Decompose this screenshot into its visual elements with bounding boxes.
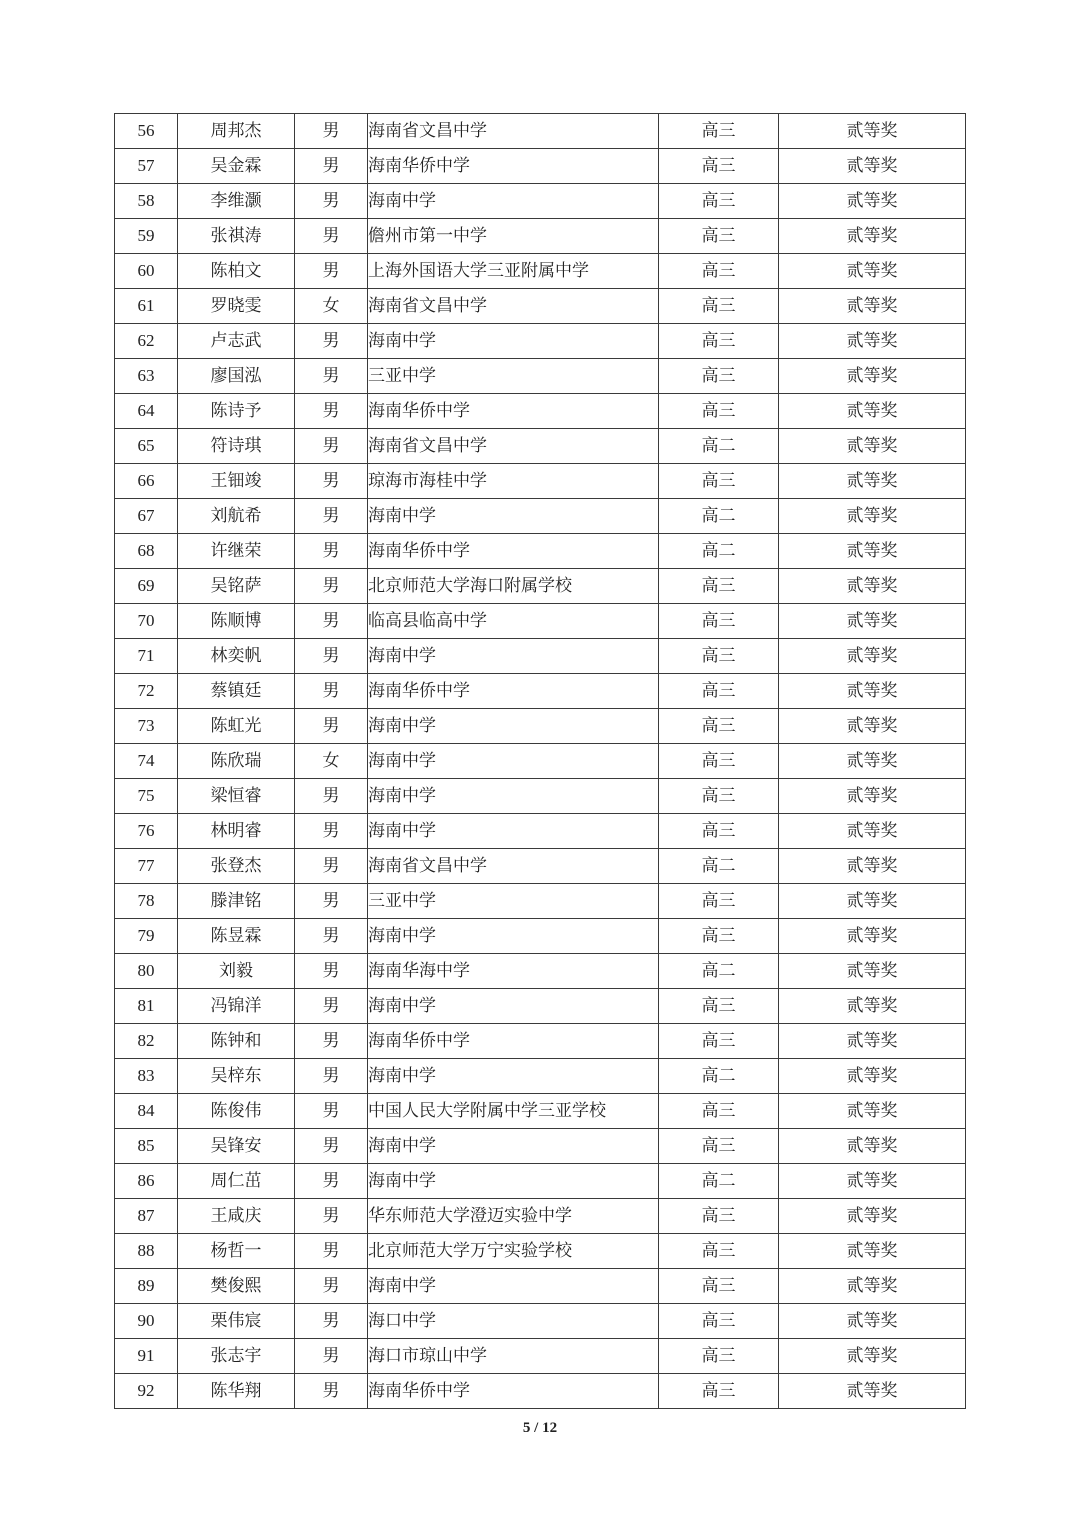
cell-name: 陈虹光 [178, 709, 295, 744]
cell-school: 三亚中学 [368, 884, 659, 919]
cell-gender: 男 [295, 219, 368, 254]
cell-award: 贰等奖 [779, 1374, 966, 1409]
cell-grade: 高三 [659, 1374, 779, 1409]
cell-gender: 男 [295, 639, 368, 674]
table-row [115, 1164, 966, 1199]
cell-name: 李维灏 [178, 184, 295, 219]
cell-gender: 男 [295, 359, 368, 394]
cell-number: 59 [115, 219, 178, 254]
table-row [115, 1059, 966, 1094]
cell-name: 张登杰 [178, 849, 295, 884]
cell-grade: 高三 [659, 1339, 779, 1374]
cell-gender: 男 [295, 1094, 368, 1129]
cell-name: 冯锦洋 [178, 989, 295, 1024]
cell-name: 符诗琪 [178, 429, 295, 464]
table-row [115, 674, 966, 709]
cell-grade: 高二 [659, 534, 779, 569]
cell-gender: 男 [295, 1129, 368, 1164]
cell-name: 张志宇 [178, 1339, 295, 1374]
cell-name: 陈诗予 [178, 394, 295, 429]
cell-gender: 男 [295, 149, 368, 184]
cell-school: 临高县临高中学 [368, 604, 659, 639]
cell-school: 海南中学 [368, 1059, 659, 1094]
cell-award: 贰等奖 [779, 1059, 966, 1094]
cell-gender: 男 [295, 324, 368, 359]
cell-award: 贰等奖 [779, 954, 966, 989]
cell-school: 海南华海中学 [368, 954, 659, 989]
cell-number: 92 [115, 1374, 178, 1409]
cell-grade: 高三 [659, 884, 779, 919]
cell-name: 许继荣 [178, 534, 295, 569]
cell-school: 海南中学 [368, 1164, 659, 1199]
table-row [115, 1339, 966, 1374]
cell-name: 吴金霖 [178, 149, 295, 184]
cell-name: 刘毅 [178, 954, 295, 989]
cell-number: 65 [115, 429, 178, 464]
cell-name: 陈欣瑞 [178, 744, 295, 779]
cell-school: 海南华侨中学 [368, 674, 659, 709]
cell-name: 梁恒睿 [178, 779, 295, 814]
table-row [115, 429, 966, 464]
cell-number: 71 [115, 639, 178, 674]
cell-grade: 高三 [659, 359, 779, 394]
cell-award: 贰等奖 [779, 884, 966, 919]
cell-grade: 高三 [659, 324, 779, 359]
cell-grade: 高三 [659, 604, 779, 639]
cell-name: 周仁茁 [178, 1164, 295, 1199]
cell-gender: 男 [295, 604, 368, 639]
cell-gender: 男 [295, 884, 368, 919]
cell-award: 贰等奖 [779, 359, 966, 394]
cell-name: 陈顺博 [178, 604, 295, 639]
cell-name: 罗晓雯 [178, 289, 295, 324]
cell-number: 75 [115, 779, 178, 814]
cell-number: 66 [115, 464, 178, 499]
cell-school: 三亚中学 [368, 359, 659, 394]
cell-number: 90 [115, 1304, 178, 1339]
table-row [115, 569, 966, 604]
cell-grade: 高二 [659, 849, 779, 884]
cell-grade: 高三 [659, 709, 779, 744]
cell-grade: 高三 [659, 919, 779, 954]
cell-award: 贰等奖 [779, 254, 966, 289]
cell-number: 62 [115, 324, 178, 359]
cell-award: 贰等奖 [779, 1164, 966, 1199]
cell-gender: 男 [295, 1164, 368, 1199]
page-number: 5 / 12 [522, 1420, 558, 1436]
cell-grade: 高二 [659, 499, 779, 534]
cell-gender: 男 [295, 1269, 368, 1304]
table-row [115, 394, 966, 429]
cell-gender: 男 [295, 569, 368, 604]
cell-name: 栗伟宸 [178, 1304, 295, 1339]
cell-gender: 男 [295, 114, 368, 149]
table-row [115, 324, 966, 359]
cell-school: 华东师范大学澄迈实验中学 [368, 1199, 659, 1234]
cell-gender: 男 [295, 429, 368, 464]
table-row [115, 604, 966, 639]
cell-gender: 男 [295, 254, 368, 289]
cell-name: 吴锋安 [178, 1129, 295, 1164]
cell-number: 57 [115, 149, 178, 184]
cell-name: 陈柏文 [178, 254, 295, 289]
cell-name: 陈华翔 [178, 1374, 295, 1409]
cell-school: 海南华侨中学 [368, 394, 659, 429]
cell-gender: 男 [295, 779, 368, 814]
cell-school: 海南中学 [368, 779, 659, 814]
cell-award: 贰等奖 [779, 849, 966, 884]
cell-award: 贰等奖 [779, 709, 966, 744]
cell-award: 贰等奖 [779, 219, 966, 254]
cell-grade: 高三 [659, 1129, 779, 1164]
cell-award: 贰等奖 [779, 499, 966, 534]
cell-school: 北京师范大学万宁实验学校 [368, 1234, 659, 1269]
table-row [115, 1199, 966, 1234]
cell-award: 贰等奖 [779, 1234, 966, 1269]
cell-grade: 高三 [659, 639, 779, 674]
cell-award: 贰等奖 [779, 1024, 966, 1059]
table-row [115, 359, 966, 394]
cell-award: 贰等奖 [779, 1094, 966, 1129]
cell-number: 80 [115, 954, 178, 989]
table-row [115, 884, 966, 919]
cell-school: 上海外国语大学三亚附属中学 [368, 254, 659, 289]
cell-award: 贰等奖 [779, 114, 966, 149]
cell-grade: 高三 [659, 989, 779, 1024]
table-row [115, 149, 966, 184]
cell-grade: 高三 [659, 464, 779, 499]
cell-award: 贰等奖 [779, 534, 966, 569]
cell-name: 廖国泓 [178, 359, 295, 394]
cell-school: 海南中学 [368, 919, 659, 954]
cell-school: 海南中学 [368, 814, 659, 849]
cell-grade: 高三 [659, 289, 779, 324]
cell-school: 琼海市海桂中学 [368, 464, 659, 499]
cell-award: 贰等奖 [779, 989, 966, 1024]
cell-school: 海南中学 [368, 744, 659, 779]
cell-award: 贰等奖 [779, 429, 966, 464]
cell-gender: 男 [295, 1234, 368, 1269]
cell-school: 北京师范大学海口附属学校 [368, 569, 659, 604]
cell-gender: 男 [295, 184, 368, 219]
cell-school: 儋州市第一中学 [368, 219, 659, 254]
cell-grade: 高二 [659, 1164, 779, 1199]
cell-grade: 高三 [659, 254, 779, 289]
cell-gender: 男 [295, 1339, 368, 1374]
cell-grade: 高三 [659, 394, 779, 429]
cell-school: 海口中学 [368, 1304, 659, 1339]
cell-school: 海南华侨中学 [368, 1374, 659, 1409]
cell-name: 陈昱霖 [178, 919, 295, 954]
cell-school: 海南华侨中学 [368, 149, 659, 184]
cell-award: 贰等奖 [779, 639, 966, 674]
table-row [115, 954, 966, 989]
cell-school: 海南华侨中学 [368, 1024, 659, 1059]
cell-gender: 男 [295, 814, 368, 849]
cell-gender: 女 [295, 289, 368, 324]
cell-award: 贰等奖 [779, 744, 966, 779]
table-row [115, 289, 966, 324]
cell-school: 海南省文昌中学 [368, 429, 659, 464]
table-row [115, 534, 966, 569]
cell-gender: 男 [295, 394, 368, 429]
cell-school: 海南中学 [368, 989, 659, 1024]
cell-school: 海南中学 [368, 184, 659, 219]
table-row [115, 1129, 966, 1164]
cell-gender: 男 [295, 1024, 368, 1059]
cell-number: 74 [115, 744, 178, 779]
cell-grade: 高三 [659, 1024, 779, 1059]
cell-grade: 高三 [659, 569, 779, 604]
cell-school: 海南省文昌中学 [368, 289, 659, 324]
cell-award: 贰等奖 [779, 324, 966, 359]
cell-number: 73 [115, 709, 178, 744]
cell-name: 吴铭萨 [178, 569, 295, 604]
cell-name: 王咸庆 [178, 1199, 295, 1234]
cell-grade: 高三 [659, 1094, 779, 1129]
cell-school: 海南中学 [368, 1269, 659, 1304]
cell-name: 吴梓东 [178, 1059, 295, 1094]
cell-number: 91 [115, 1339, 178, 1374]
cell-gender: 男 [295, 1304, 368, 1339]
cell-number: 67 [115, 499, 178, 534]
cell-number: 84 [115, 1094, 178, 1129]
table-row [115, 849, 966, 884]
cell-number: 56 [115, 114, 178, 149]
cell-number: 63 [115, 359, 178, 394]
cell-number: 68 [115, 534, 178, 569]
cell-gender: 男 [295, 674, 368, 709]
cell-gender: 男 [295, 849, 368, 884]
cell-gender: 男 [295, 534, 368, 569]
cell-school: 中国人民大学附属中学三亚学校 [368, 1094, 659, 1129]
cell-grade: 高三 [659, 114, 779, 149]
cell-number: 86 [115, 1164, 178, 1199]
cell-gender: 男 [295, 1059, 368, 1094]
cell-school: 海南华侨中学 [368, 534, 659, 569]
table-row [115, 639, 966, 674]
cell-name: 陈俊伟 [178, 1094, 295, 1129]
cell-number: 82 [115, 1024, 178, 1059]
cell-grade: 高三 [659, 149, 779, 184]
cell-name: 蔡镇廷 [178, 674, 295, 709]
cell-number: 70 [115, 604, 178, 639]
cell-number: 87 [115, 1199, 178, 1234]
cell-school: 海南中学 [368, 639, 659, 674]
cell-school: 海口市琼山中学 [368, 1339, 659, 1374]
cell-number: 89 [115, 1269, 178, 1304]
cell-number: 69 [115, 569, 178, 604]
cell-award: 贰等奖 [779, 569, 966, 604]
cell-grade: 高三 [659, 814, 779, 849]
cell-name: 周邦杰 [178, 114, 295, 149]
cell-name: 卢志武 [178, 324, 295, 359]
table-row [115, 709, 966, 744]
cell-award: 贰等奖 [779, 604, 966, 639]
cell-grade: 高三 [659, 744, 779, 779]
cell-number: 76 [115, 814, 178, 849]
award-list-table [114, 113, 966, 1409]
cell-school: 海南中学 [368, 499, 659, 534]
cell-award: 贰等奖 [779, 184, 966, 219]
cell-grade: 高三 [659, 1199, 779, 1234]
cell-number: 77 [115, 849, 178, 884]
cell-number: 60 [115, 254, 178, 289]
cell-grade: 高二 [659, 954, 779, 989]
cell-number: 72 [115, 674, 178, 709]
table-row [115, 219, 966, 254]
cell-name: 林明睿 [178, 814, 295, 849]
cell-number: 81 [115, 989, 178, 1024]
table-row [115, 814, 966, 849]
cell-grade: 高二 [659, 429, 779, 464]
cell-gender: 男 [295, 954, 368, 989]
cell-grade: 高三 [659, 779, 779, 814]
cell-award: 贰等奖 [779, 1129, 966, 1164]
cell-grade: 高三 [659, 1269, 779, 1304]
cell-number: 58 [115, 184, 178, 219]
cell-award: 贰等奖 [779, 1199, 966, 1234]
cell-school: 海南省文昌中学 [368, 849, 659, 884]
cell-grade: 高二 [659, 1059, 779, 1094]
cell-award: 贰等奖 [779, 394, 966, 429]
cell-name: 樊俊熙 [178, 1269, 295, 1304]
cell-number: 79 [115, 919, 178, 954]
cell-number: 64 [115, 394, 178, 429]
table-row [115, 114, 966, 149]
table-row [115, 1374, 966, 1409]
table-row [115, 1234, 966, 1269]
table-row [115, 1304, 966, 1339]
table-row [115, 1024, 966, 1059]
cell-award: 贰等奖 [779, 1339, 966, 1374]
cell-number: 85 [115, 1129, 178, 1164]
cell-award: 贰等奖 [779, 779, 966, 814]
table-row [115, 989, 966, 1024]
cell-grade: 高三 [659, 1234, 779, 1269]
table-row [115, 184, 966, 219]
award-list-body [115, 114, 966, 1409]
table-row [115, 1269, 966, 1304]
cell-number: 61 [115, 289, 178, 324]
cell-gender: 男 [295, 1374, 368, 1409]
table-row [115, 919, 966, 954]
cell-name: 林奕帆 [178, 639, 295, 674]
cell-grade: 高三 [659, 674, 779, 709]
cell-gender: 男 [295, 989, 368, 1024]
cell-grade: 高三 [659, 184, 779, 219]
table-row [115, 1094, 966, 1129]
cell-grade: 高三 [659, 1304, 779, 1339]
cell-name: 陈钟和 [178, 1024, 295, 1059]
cell-school: 海南中学 [368, 1129, 659, 1164]
cell-award: 贰等奖 [779, 919, 966, 954]
cell-number: 88 [115, 1234, 178, 1269]
cell-gender: 男 [295, 464, 368, 499]
table-row [115, 464, 966, 499]
table-row [115, 744, 966, 779]
cell-gender: 女 [295, 744, 368, 779]
table-row [115, 499, 966, 534]
cell-school: 海南中学 [368, 324, 659, 359]
cell-grade: 高三 [659, 219, 779, 254]
cell-award: 贰等奖 [779, 674, 966, 709]
cell-gender: 男 [295, 919, 368, 954]
cell-gender: 男 [295, 1199, 368, 1234]
cell-gender: 男 [295, 499, 368, 534]
cell-award: 贰等奖 [779, 814, 966, 849]
table-row [115, 779, 966, 814]
cell-number: 83 [115, 1059, 178, 1094]
cell-award: 贰等奖 [779, 464, 966, 499]
cell-name: 杨哲一 [178, 1234, 295, 1269]
cell-award: 贰等奖 [779, 149, 966, 184]
cell-name: 刘航希 [178, 499, 295, 534]
cell-number: 78 [115, 884, 178, 919]
cell-award: 贰等奖 [779, 1304, 966, 1339]
cell-gender: 男 [295, 709, 368, 744]
cell-school: 海南省文昌中学 [368, 114, 659, 149]
cell-name: 王钿竣 [178, 464, 295, 499]
cell-award: 贰等奖 [779, 289, 966, 324]
cell-award: 贰等奖 [779, 1269, 966, 1304]
cell-name: 张祺涛 [178, 219, 295, 254]
cell-school: 海南中学 [368, 709, 659, 744]
table-row [115, 254, 966, 289]
cell-name: 滕津铭 [178, 884, 295, 919]
